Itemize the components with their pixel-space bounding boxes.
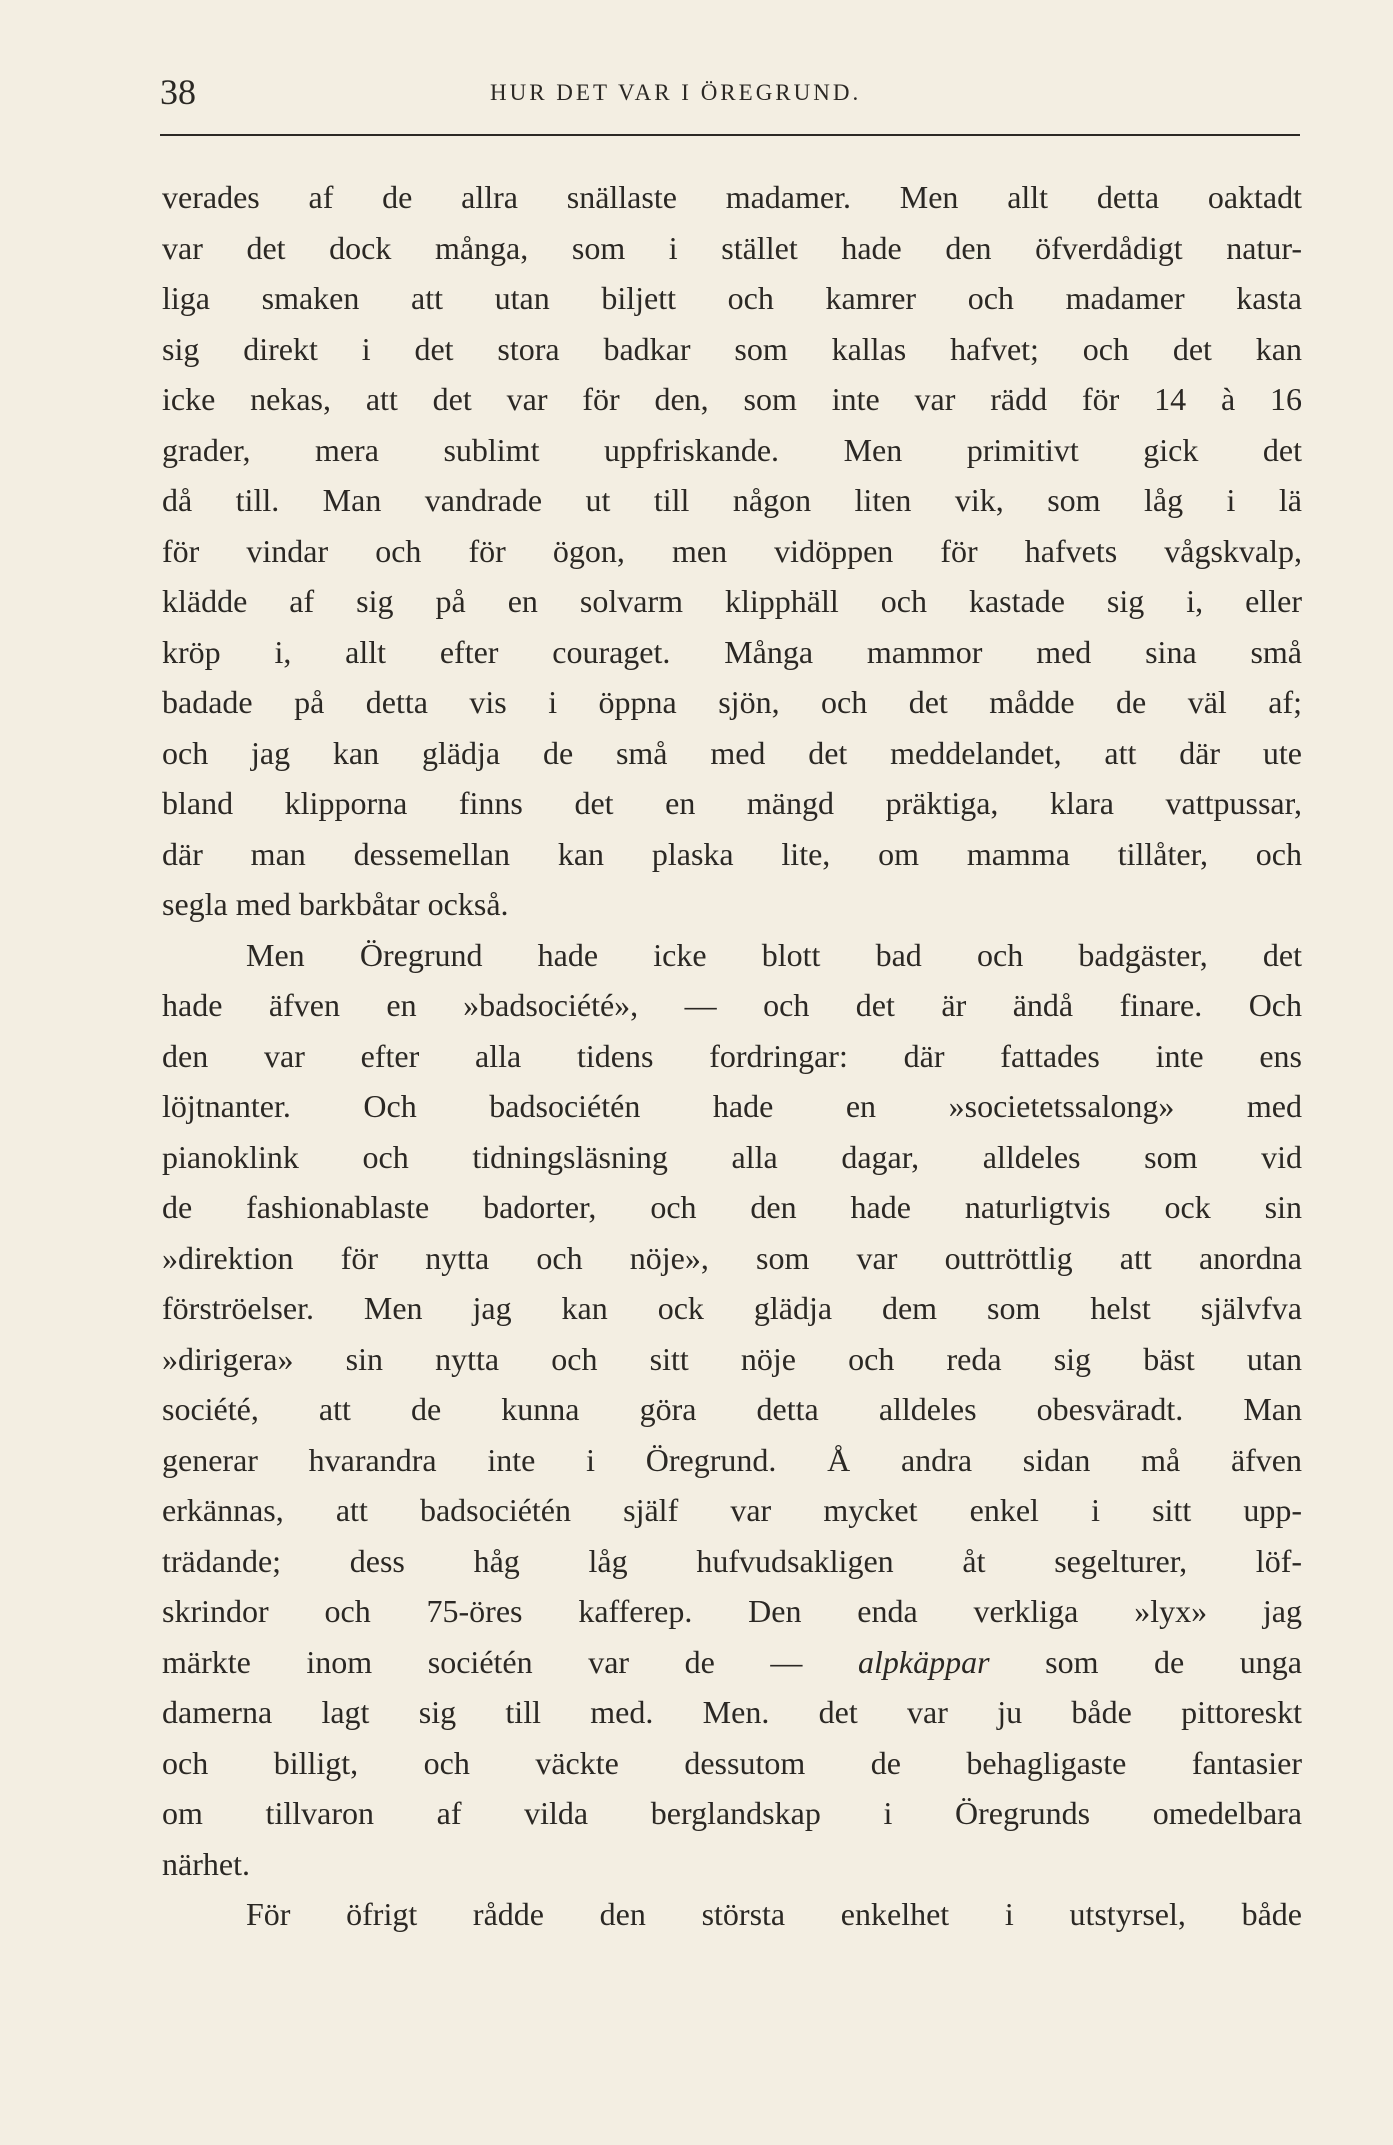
text-line: var det dock många, som i stället hade den öfverdådigt natur- — [162, 229, 1302, 266]
text-line: icke nekas, att det var för den, som inte var rädd för 14 à 16 — [162, 381, 1302, 417]
text-line: och billigt, och väckte dessutom de behagligaste fantasier — [162, 1744, 1302, 1781]
text-line: pianoklink och tidningsläsning alla dagar, alldeles som vid — [162, 1138, 1302, 1175]
text-line: förströelser. Men jag kan ock glädja dem som helst självfva — [162, 1290, 1302, 1326]
header-rule — [160, 134, 1300, 136]
text-line — [162, 1637, 1302, 1688]
text-line-start: märkte inom sociétén var de — — [162, 1643, 803, 1680]
text-line: löjtnanter. Och badsociétén hade en »societetssalong» med — [162, 1088, 1302, 1124]
text-line: de fashionablaste badorter, och den hade naturligtvis ock sin — [162, 1189, 1302, 1225]
body-text — [162, 172, 1302, 1940]
text-line: liga smaken att utan biljett och kamrer och madamer kasta — [162, 280, 1302, 316]
text-line: damerna lagt sig till med. Men. det var ju både pittoreskt — [162, 1694, 1302, 1730]
text-line: klädde af sig på en solvarm klipphäll och kastade sig i, eller — [162, 583, 1302, 619]
text-line: Men Öregrund hade icke blott bad och badgäster, det — [246, 936, 1302, 973]
text-line-end: som de unga — [1045, 1643, 1303, 1680]
text-line: »direktion för nytta och nöje», som var outtröttlig att anordna — [162, 1239, 1302, 1276]
text-line: segla med barkbåtar också. — [162, 886, 509, 922]
text-line: om tillvaron af vilda berglandskap i Öregrunds omedelbara — [162, 1795, 1302, 1831]
text-line: närhet. — [162, 1845, 250, 1882]
page-header — [160, 70, 1300, 120]
text-line: den var efter alla tidens fordringar: där fattades inte ens — [162, 1037, 1302, 1074]
text-line: För öfrigt rådde den största enkelhet i utstyrsel, både — [246, 1896, 1302, 1932]
text-line: sig direkt i det stora badkar som kallas hafvet; och det kan — [162, 330, 1302, 367]
text-line: generar hvarandra inte i Öregrund. Å andra sidan må äfven — [162, 1441, 1302, 1478]
text-line: erkännas, att badsociétén själf var mycket enkel i sitt upp- — [162, 1492, 1302, 1528]
text-line: société, att de kunna göra detta alldeles obesväradt. Man — [162, 1391, 1302, 1427]
text-line: badade på detta vis i öppna sjön, och det mådde de väl af; — [162, 684, 1302, 720]
text-line: då till. Man vandrade ut till någon liten vik, som låg i lä — [162, 482, 1302, 518]
text-line: grader, mera sublimt uppfriskande. Men primitivt gick det — [162, 431, 1302, 468]
page-number: 38 — [160, 72, 196, 112]
text-line: verades af de allra snällaste madamer. Men allt detta oaktadt — [162, 179, 1302, 215]
text-line: skrindor och 75-öres kafferep. Den enda verkliga »lyx» jag — [162, 1593, 1302, 1629]
italic-word: alpkäppar — [857, 1643, 990, 1680]
text-line: »dirigera» sin nytta och sitt nöje och reda sig bäst utan — [162, 1340, 1302, 1377]
text-line: där man dessemellan kan plaska lite, om mamma tillåter, och — [162, 835, 1302, 872]
text-line: trädande; dess håg låg hufvudsakligen åt segelturer, löf- — [162, 1542, 1302, 1579]
running-title: HUR DET VAR I ÖREGRUND. — [490, 80, 862, 105]
text-line: och jag kan glädja de små med det meddelandet, att där ute — [162, 734, 1302, 771]
text-line: kröp i, allt efter couraget. Många mammor med sina små — [162, 633, 1302, 670]
text-line: bland klipporna finns det en mängd präktiga, klara vattpussar, — [162, 785, 1302, 821]
text-line: hade äfven en »badsociété», — och det är ändå finare. Och — [162, 987, 1302, 1023]
text-line: för vindar och för ögon, men vidöppen för hafvets vågskvalp, — [162, 532, 1302, 569]
